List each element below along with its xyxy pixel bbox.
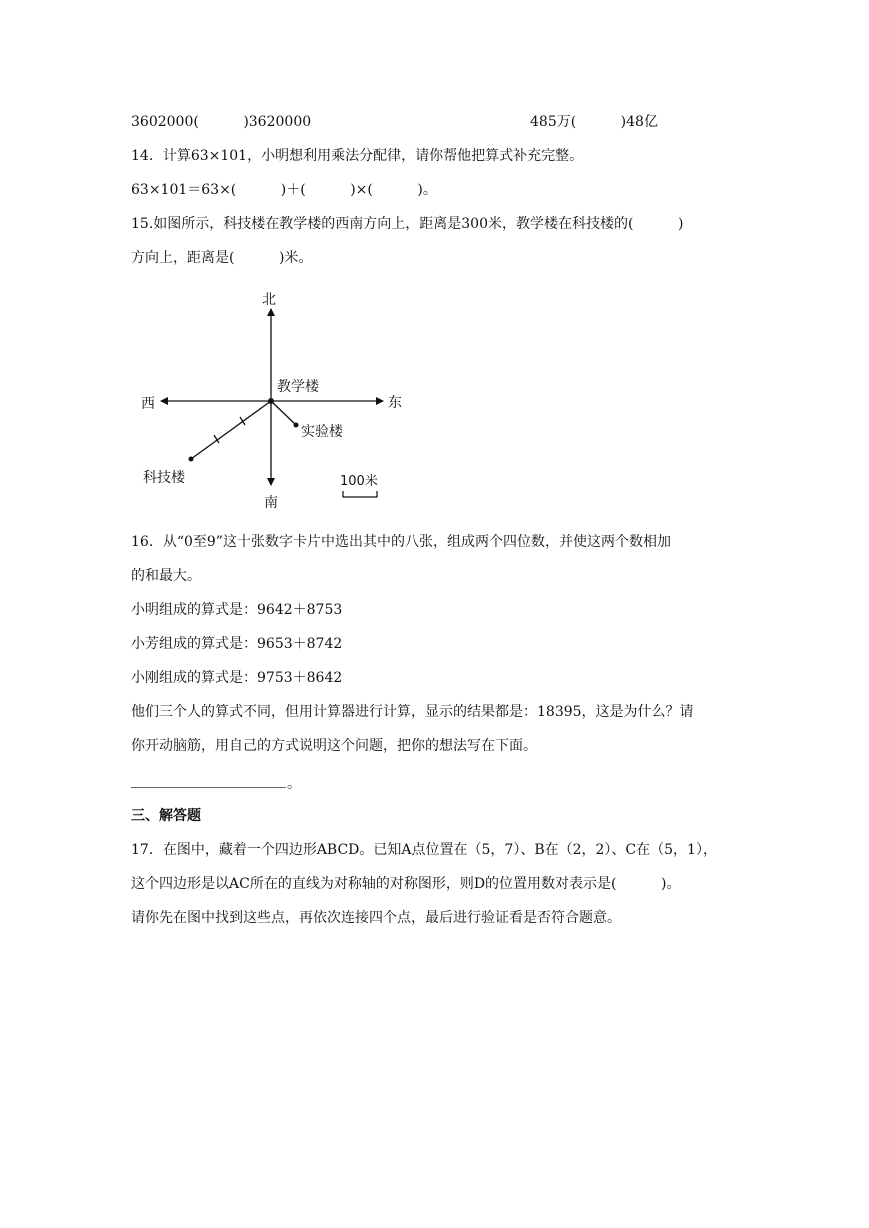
q16-line-1: 16．从“0至9”这十张数字卡片中选出其中的八张，组成两个四位数，并使这两个数相加 [131,534,671,550]
q16-line-3: 他们三个人的算式不同，但用计算器进行计算，显示的结果都是：18395，这是为什么？请 [131,704,694,720]
direction-diagram [131,285,402,515]
label-north: 北 [262,292,276,308]
q16-line-2: 的和最大。 [131,568,201,584]
q17-line-1: 17．在图中，藏着一个四边形ABCD。已知A点位置在（5，7）、B在（2，2）、C在（5，1）， [131,842,717,858]
label-scale: 100米 [340,474,378,489]
scale-bar [343,491,377,497]
southwest-segment [191,401,271,459]
q13-right-comparison: 485万( )48亿 [530,114,658,130]
southeast-segment [271,401,296,425]
q14-formula: 63×101＝63×( )＋( )×( )。 [131,182,437,198]
lab-building-point [294,423,299,428]
q16-xiaogang: 小刚组成的算式是：9753＋8642 [131,670,343,686]
label-tech-building: 科技楼 [143,470,185,486]
label-west: 西 [141,396,155,412]
q16-answer-end: 。 [287,776,301,792]
label-lab-building: 实验楼 [301,424,343,440]
teaching-building-point [268,398,274,404]
tech-building-point [189,457,194,462]
section-3-title: 三、解答题 [131,808,201,824]
q17-line-3: 请你先在图中找到这些点，再依次连接四个点，最后进行验证看是否符合题意。 [131,910,621,926]
q15-line-1: 15.如图所示，科技楼在教学楼的西南方向上，距离是300米，教学楼在科技楼的( ) [131,216,684,232]
label-teaching-building: 教学楼 [277,379,319,395]
q16-answer-blank [131,787,286,788]
q16-xiaofang: 小芳组成的算式是：9653＋8742 [131,636,343,652]
q17-line-2: 这个四边形是以AC所在的直线为对称轴的对称图形，则D的位置用数对表示是( )。 [131,876,681,892]
label-south: 南 [264,495,278,511]
q13-left-comparison: 3602000( )3620000 [131,114,312,130]
q16-xiaoming: 小明组成的算式是：9642＋8753 [131,602,343,618]
q14-question: 14．计算63×101，小明想利用乘法分配律，请你帮他把算式补充完整。 [131,148,584,164]
q15-line-2: 方向上，距离是( )米。 [131,250,313,266]
q16-line-4: 你开动脑筋，用自己的方式说明这个问题，把你的想法写在下面。 [131,738,537,754]
label-east: 东 [388,395,402,411]
